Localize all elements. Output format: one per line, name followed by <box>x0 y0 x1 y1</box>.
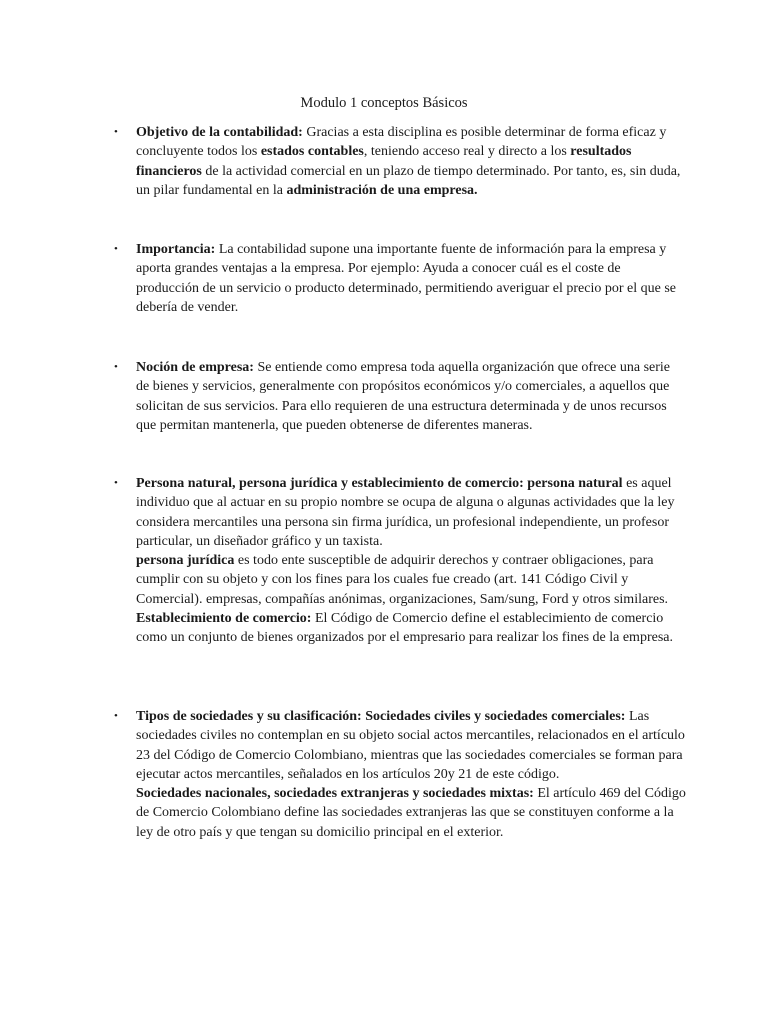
bold-text: Noción de empresa: <box>136 360 254 375</box>
body-text: Gracias a esta disciplina es posible determinar de forma eficaz y concluyente todos los <box>136 125 667 160</box>
body-text: , teniendo acceso real y directo a los <box>363 144 571 160</box>
page-title: Modulo 1 conceptos Básicos <box>300 95 468 111</box>
body-text: Se entiende como empresa toda aquella organización que ofrece una serie de bienes y servicios, generalmente con propósitos económicos y/o comerciales, a aquellos que solicitan de sus servicios. Para ello requieren de una estructura determinada y de unos recursos que permitan mantenerla, que pueden obtenerse de diferentes maneras. <box>136 360 671 433</box>
section-paragraph <box>136 240 686 317</box>
bold-text: Sociedades nacionales, sociedades extranjeras y sociedades mixtas: <box>136 786 534 802</box>
section-paragraph <box>136 474 686 551</box>
bold-text: Importancia: <box>136 242 216 257</box>
bold-text: Objetivo de la contabilidad: <box>136 125 303 140</box>
bold-text: administración de una empresa. <box>286 182 478 198</box>
bold-text: estados contables <box>260 144 364 160</box>
bullet-icon: • <box>114 710 118 722</box>
section-tipos-sociedades <box>114 707 686 842</box>
bullet-icon: • <box>114 361 118 373</box>
bullet-icon: • <box>114 126 118 138</box>
body-text: El artículo 469 del Código de Comercio Colombiano define las sociedades extranjeras las que se constituyen conforme a la ley de otro país y que tengan su domicilio principal en el exterior. <box>136 786 686 840</box>
section-importancia <box>114 240 686 317</box>
body-text: La contabilidad supone una importante fuente de información para la empresa y aporta grandes ventajas a la empresa. Por ejemplo: Ayuda a conocer cuál es el coste de producción de un servicio o producto determinado, permitiendo averiguar el precio por el que se debería de vender. <box>136 242 676 315</box>
section-paragraph <box>136 707 686 784</box>
body-text: es aquel individuo que al actuar en su propio nombre se ocupa de alguna o algunas actividades que la ley considera mercantiles una persona sin firma jurídica, un profesional independiente, un profesor particular, un diseñador gráfico y un taxista. <box>136 476 675 549</box>
bold-text: Persona natural, persona jurídica y establecimiento de comercio: persona natural <box>136 476 623 491</box>
bold-text: persona jurídica <box>136 553 235 569</box>
body-text: de la actividad comercial en un plazo de tiempo determinado. Por tanto, es, sin duda, un pilar fundamental en la <box>136 163 681 198</box>
section-paragraph <box>136 123 686 200</box>
section-nocion-empresa <box>114 358 686 435</box>
section-paragraph <box>136 551 686 609</box>
bold-text: Establecimiento de comercio: <box>136 611 312 627</box>
bold-text: Tipos de sociedades y su clasificación: Sociedades civiles y sociedades comerciales: <box>136 709 626 724</box>
section-paragraph <box>136 358 686 435</box>
body-text: Las sociedades civiles no contemplan en su objeto social actos mercantiles, relacionados en el artículo 23 del Código de Comercio Colombiano, mientras que las sociedades comerciales se forman para ejecutar actos mercantiles, señalados en los artículos 20y 21 de este código. <box>136 709 685 782</box>
body-text: El Código de Comercio define el establecimiento de comercio como un conjunto de bienes organizados por el empresario para realizar los fines de la empresa. <box>136 611 673 646</box>
bold-text: resultados financieros <box>136 144 632 179</box>
bullet-icon: • <box>114 243 118 255</box>
section-paragraph <box>136 609 686 648</box>
bullet-icon: • <box>114 477 118 489</box>
body-text: es todo ente susceptible de adquirir derechos y contraer obligaciones, para cumplir con su objeto y con los fines para los cuales fue creado (art. 141 Código Civil y Comercial). empresas, compañías anónimas, organizaciones, Sam/sung, Ford y otros similares. <box>136 553 669 607</box>
section-persona-natural-juridica <box>114 474 686 648</box>
section-objetivo <box>114 123 686 200</box>
section-paragraph <box>136 784 686 842</box>
